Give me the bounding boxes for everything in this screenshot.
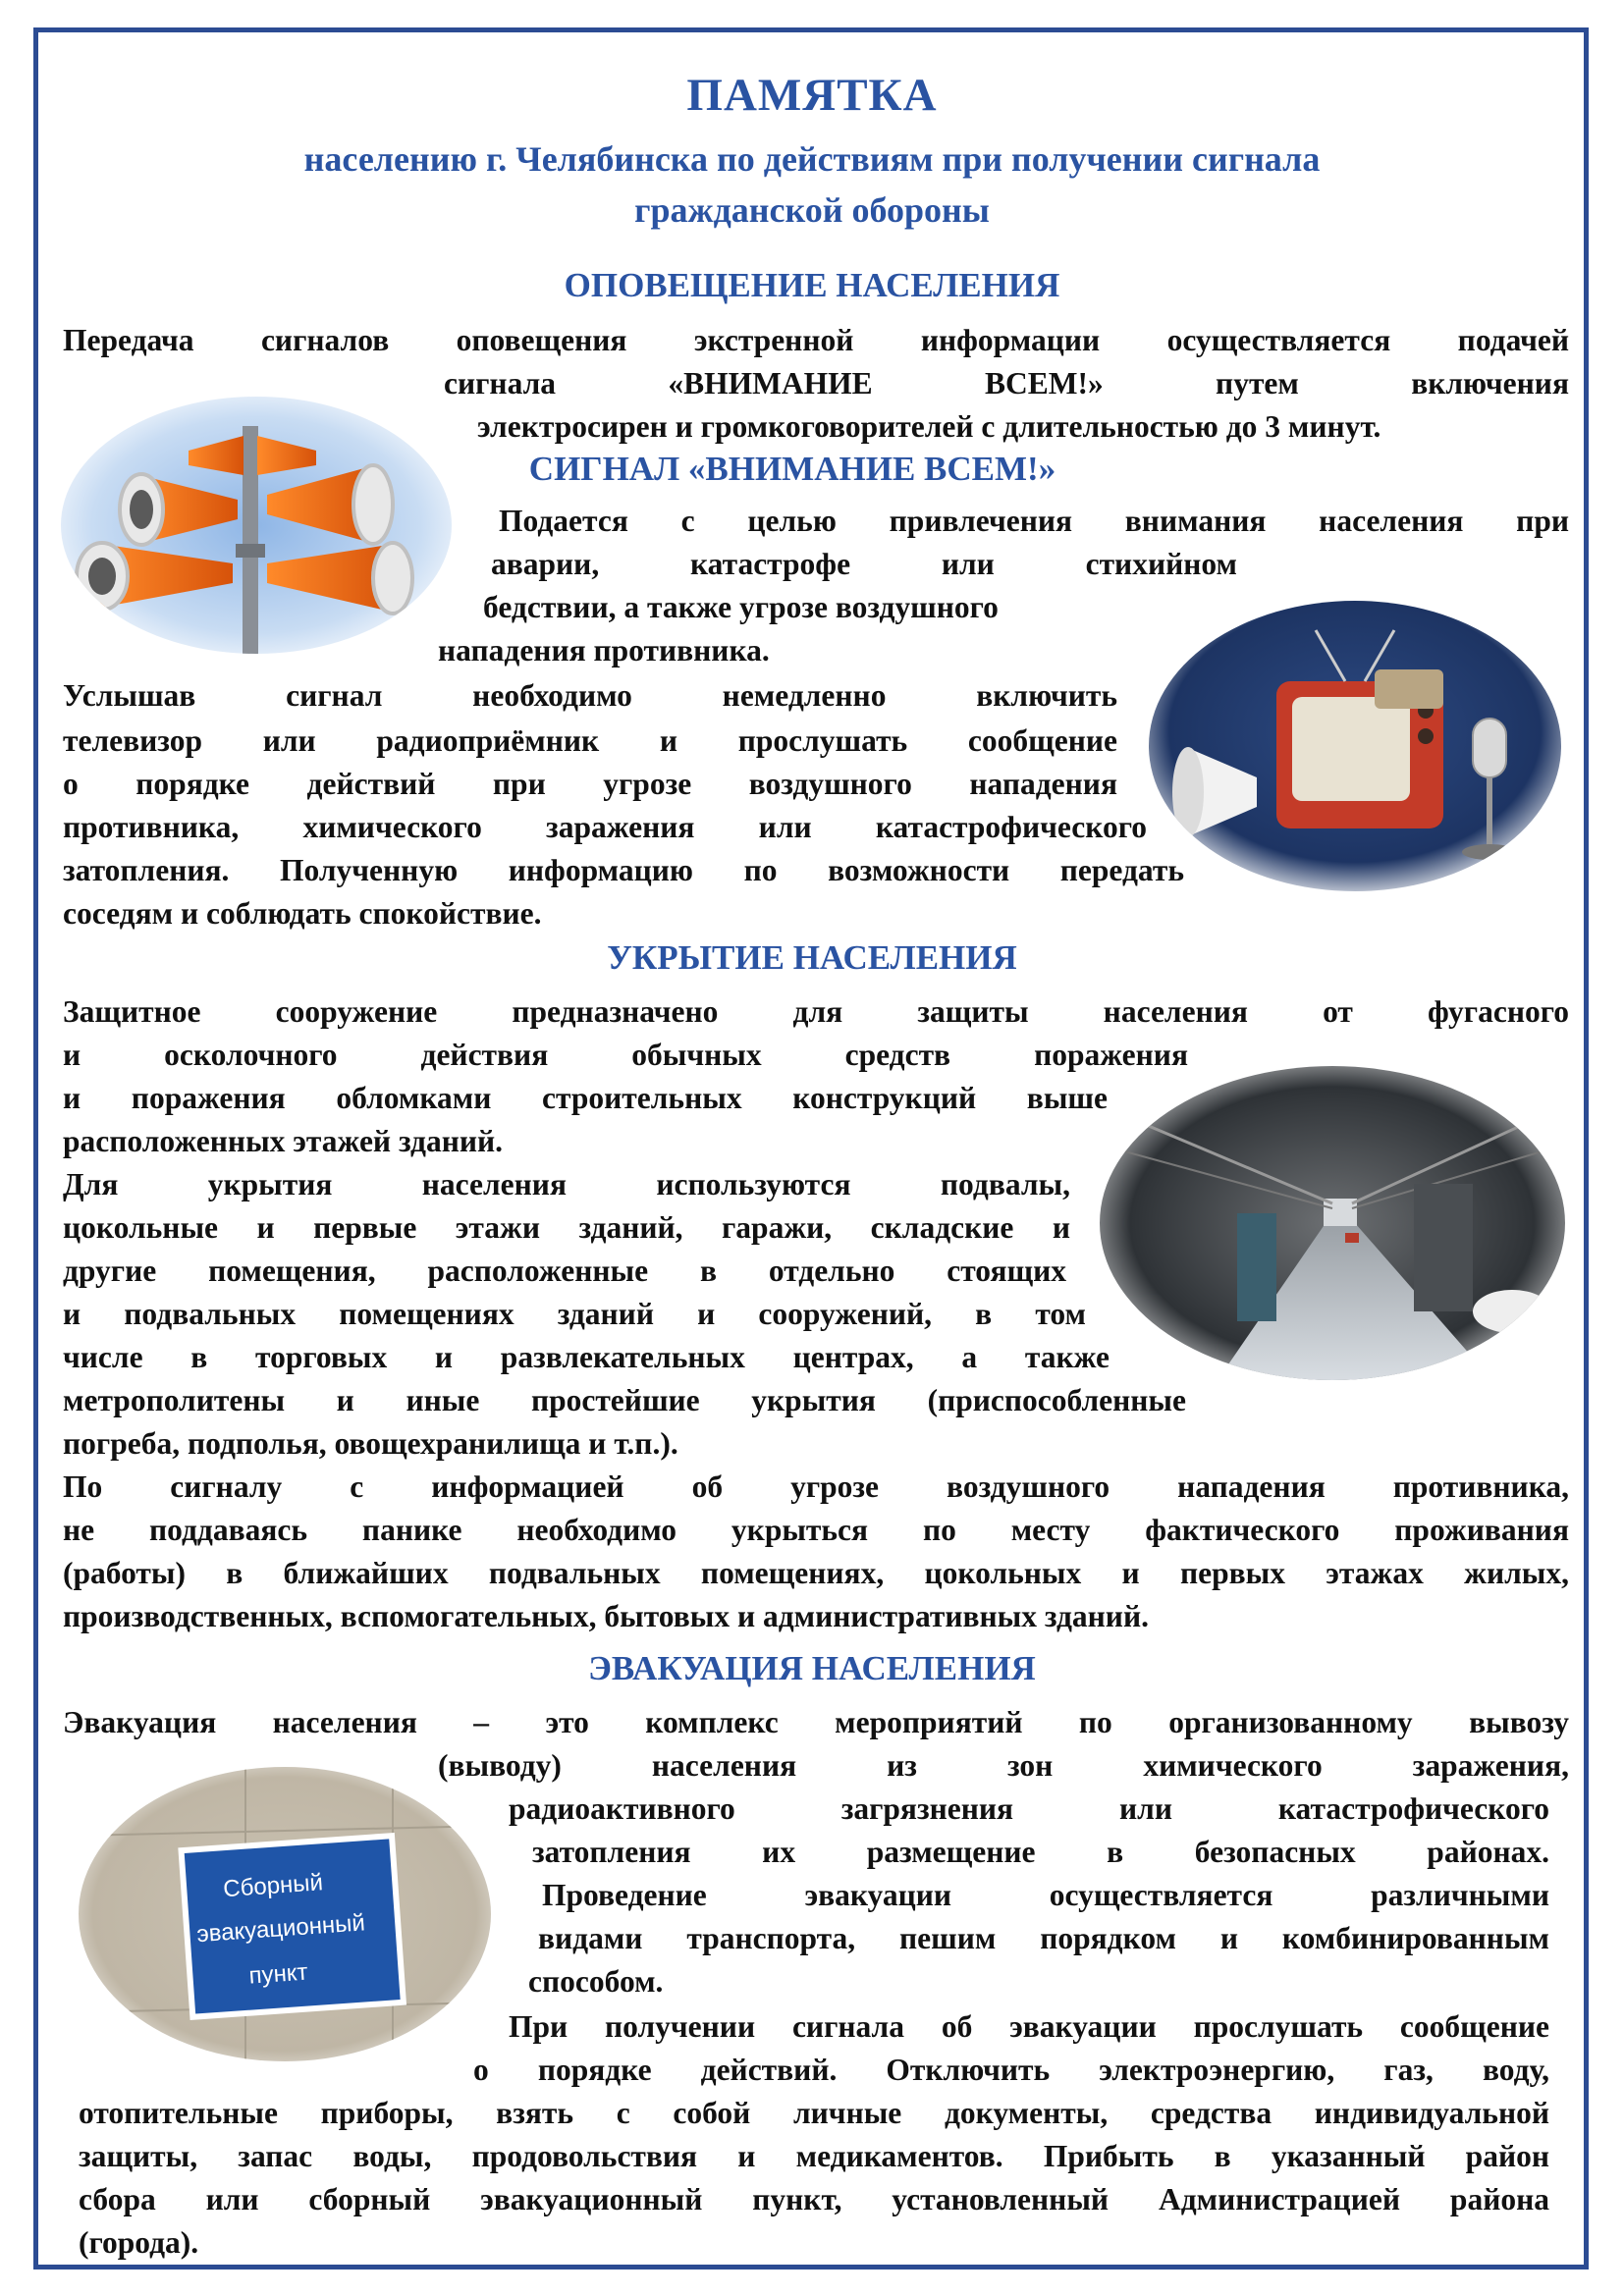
paragraph-line: метрополитены и иные простейшие укрытия (приспособленные xyxy=(63,1383,1186,1417)
section-heading-notification: ОПОВЕЩЕНИЕ НАСЕЛЕНИЯ xyxy=(564,266,1060,304)
paragraph-line: погреба, подполья, овощехранилища и т.п.). xyxy=(63,1426,678,1461)
paragraph-line: расположенных этажей зданий. xyxy=(63,1124,504,1158)
paragraph-line: о порядке действий при угрозе воздушного нападения xyxy=(63,767,1117,801)
paragraph-line: Проведение эвакуации осуществляется различными xyxy=(542,1878,1549,1912)
paragraph-line: о порядке действий. Отключить электроэнергию, газ, воду, xyxy=(473,2053,1549,2087)
paragraph-line: бедствии, а также угрозе воздушного xyxy=(483,590,999,624)
section-heading-evacuation: ЭВАКУАЦИЯ НАСЕЛЕНИЯ xyxy=(588,1649,1036,1687)
tv-radio-microphone-icon xyxy=(1149,601,1561,891)
paragraph-line: и поражения обломками строительных конструкций выше xyxy=(63,1081,1108,1115)
section-heading-attention-signal: СИГНАЛ «ВНИМАНИЕ ВСЕМ!» xyxy=(528,450,1056,488)
paragraph-line: (работы) в ближайших подвальных помещениях, цокольных и первых этажах жилых, xyxy=(63,1556,1569,1590)
paragraph-line: По сигналу с информацией об угрозе воздушного нападения противника, xyxy=(63,1469,1569,1504)
paragraph-line: отопительные приборы, взять с собой личные документы, средства индивидуальной xyxy=(79,2096,1549,2130)
paragraph-line: (выводу) населения из зон химического заражения, xyxy=(438,1748,1569,1783)
paragraph-line: электросирен и громкоговорителей с длительностью до 3 минут. xyxy=(477,409,1381,444)
paragraph-line: видами транспорта, пешим порядком и комбинированным xyxy=(538,1921,1549,1955)
paragraph-line: сбора или сборный эвакуационный пункт, установленный Администрацией района xyxy=(79,2182,1549,2216)
paragraph-line: другие помещения, расположенные в отдельно стоящих xyxy=(63,1254,1066,1288)
paragraph-line: затопления их размещение в безопасных районах. xyxy=(532,1835,1549,1869)
paragraph-line: аварии, катастрофе или стихийном xyxy=(491,547,1237,581)
paragraph-line: соседям и соблюдать спокойствие. xyxy=(63,896,542,931)
subtitle-line: гражданской обороны xyxy=(634,190,990,230)
paragraph-line: цокольные и первые этажи зданий, гаражи, складские и xyxy=(63,1210,1070,1245)
sirens-icon xyxy=(61,397,452,654)
section-heading-shelter: УКРЫТИЕ НАСЕЛЕНИЯ xyxy=(607,938,1017,977)
subtitle-line: населению г. Челябинска по действиям при получении сигнала xyxy=(303,139,1321,179)
paragraph-line: радиоактивного загрязнения или катастрофического xyxy=(509,1791,1549,1826)
sign-text: Сборный xyxy=(222,1869,324,1903)
paragraph-line: и осколочного действия обычных средств поражения xyxy=(63,1038,1188,1072)
paragraph-line: противника, химического заражения или катастрофического xyxy=(63,810,1147,844)
sign-text: пункт xyxy=(247,1958,309,1990)
evacuation-sign-icon xyxy=(79,1767,491,2061)
paragraph-line: (города). xyxy=(79,2225,199,2260)
paragraph-line: Передача сигналов оповещения экстренной информации осуществляется подачей xyxy=(63,323,1569,357)
document-title: ПАМЯТКА xyxy=(686,70,938,121)
paragraph-line: затопления. Полученную информацию по возможности передать xyxy=(63,853,1184,887)
paragraph-line: не поддаваясь панике необходимо укрыться по месту фактического проживания xyxy=(63,1513,1569,1547)
paragraph-line: числе в торговых и развлекательных центрах, а также xyxy=(63,1340,1110,1374)
paragraph-line: Для укрытия населения используются подвалы, xyxy=(63,1167,1070,1201)
paragraph-line: Услышав сигнал необходимо немедленно включить xyxy=(63,678,1117,713)
document-subtitle xyxy=(0,133,1624,236)
paragraph-line: защиты, запас воды, продовольствия и медикаментов. Прибыть в указанный район xyxy=(79,2139,1549,2173)
sign-text: эвакуационный xyxy=(195,1909,366,1949)
paragraph-line: При получении сигнала об эвакуации прослушать сообщение xyxy=(509,2009,1549,2044)
paragraph-line: способом. xyxy=(528,1964,664,1999)
paragraph-line: Защитное сооружение предназначено для защиты населения от фугасного xyxy=(63,994,1569,1029)
paragraph-line: и подвальных помещениях зданий и сооружений, в том xyxy=(63,1297,1086,1331)
paragraph-line: производственных, вспомогательных, бытовых и административных зданий. xyxy=(63,1599,1149,1633)
underground-parking-icon xyxy=(1100,1066,1565,1380)
paragraph-line: нападения противника. xyxy=(438,633,770,667)
paragraph-line: Эвакуация населения – это комплекс мероприятий по организованному вывозу xyxy=(63,1705,1569,1739)
paragraph-line: сигнала «ВНИМАНИЕ ВСЕМ!» путем включения xyxy=(444,366,1569,400)
paragraph-line: телевизор или радиоприёмник и прослушать сообщение xyxy=(63,723,1117,758)
paragraph-line: Подается с целью привлечения внимания населения при xyxy=(499,504,1569,538)
